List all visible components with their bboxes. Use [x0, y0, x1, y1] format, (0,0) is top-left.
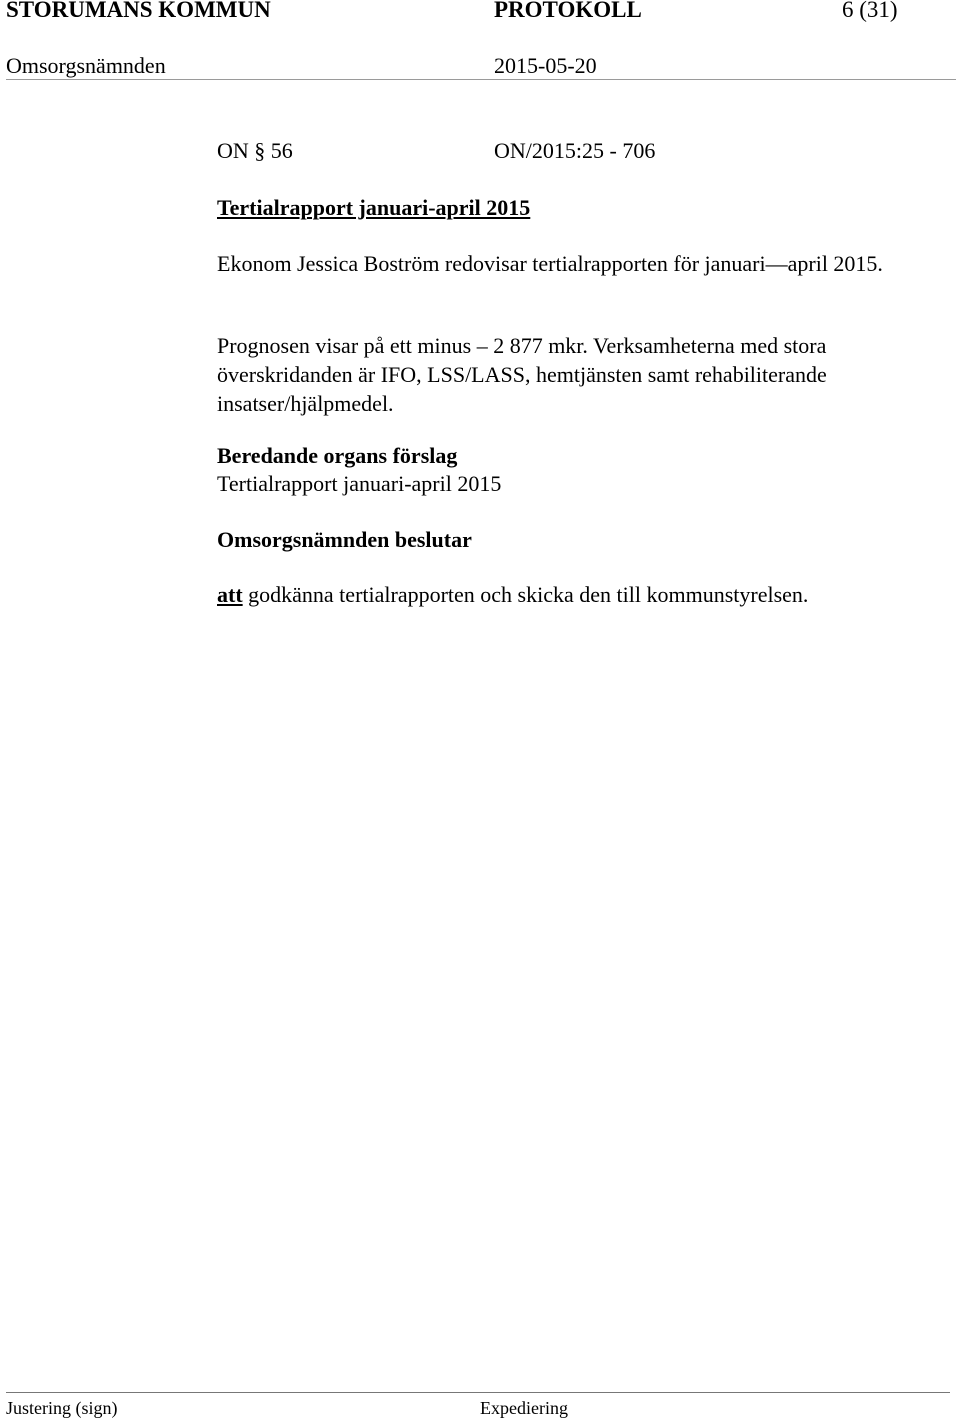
decision-keyword: att — [217, 582, 243, 607]
decision-heading: Omsorgsnämnden beslutar — [217, 527, 472, 552]
meeting-date: 2015-05-20 — [494, 53, 597, 78]
proposal-heading: Beredande organs förslag — [217, 443, 458, 468]
diary-number: ON/2015:25 - 706 — [494, 138, 656, 163]
document-type: PROTOKOLL — [494, 0, 642, 22]
justering-label: Justering (sign) — [6, 1398, 118, 1418]
committee-name: Omsorgsnämnden — [6, 53, 166, 78]
header-divider — [6, 79, 956, 80]
expediering-label: Expediering — [480, 1398, 568, 1418]
organization-name: STORUMANS KOMMUN — [6, 0, 271, 22]
footer-divider-right — [364, 1392, 950, 1393]
footer-divider-left — [6, 1392, 364, 1393]
case-paragraph: ON § 56 — [217, 138, 293, 163]
decision-text — [217, 581, 808, 609]
page-number: 6 (31) — [842, 0, 898, 22]
decision-body: godkänna tertialrapporten och skicka den till kommunstyrelsen. — [242, 582, 809, 607]
case-title: Tertialrapport januari-april 2015 — [217, 195, 531, 220]
body-paragraph-1: Ekonom Jessica Boström redovisar tertialrapporten för januari—april 2015. — [217, 251, 883, 276]
body-paragraph-2: Prognosen visar på ett minus – 2 877 mkr. Verksamheterna med stora överskridanden är IFO, LSS/LASS, hemtjänsten samt rehabiliterande insatser/hjälpmedel. — [217, 333, 827, 416]
proposal-text: Tertialrapport januari-april 2015 — [217, 471, 502, 496]
